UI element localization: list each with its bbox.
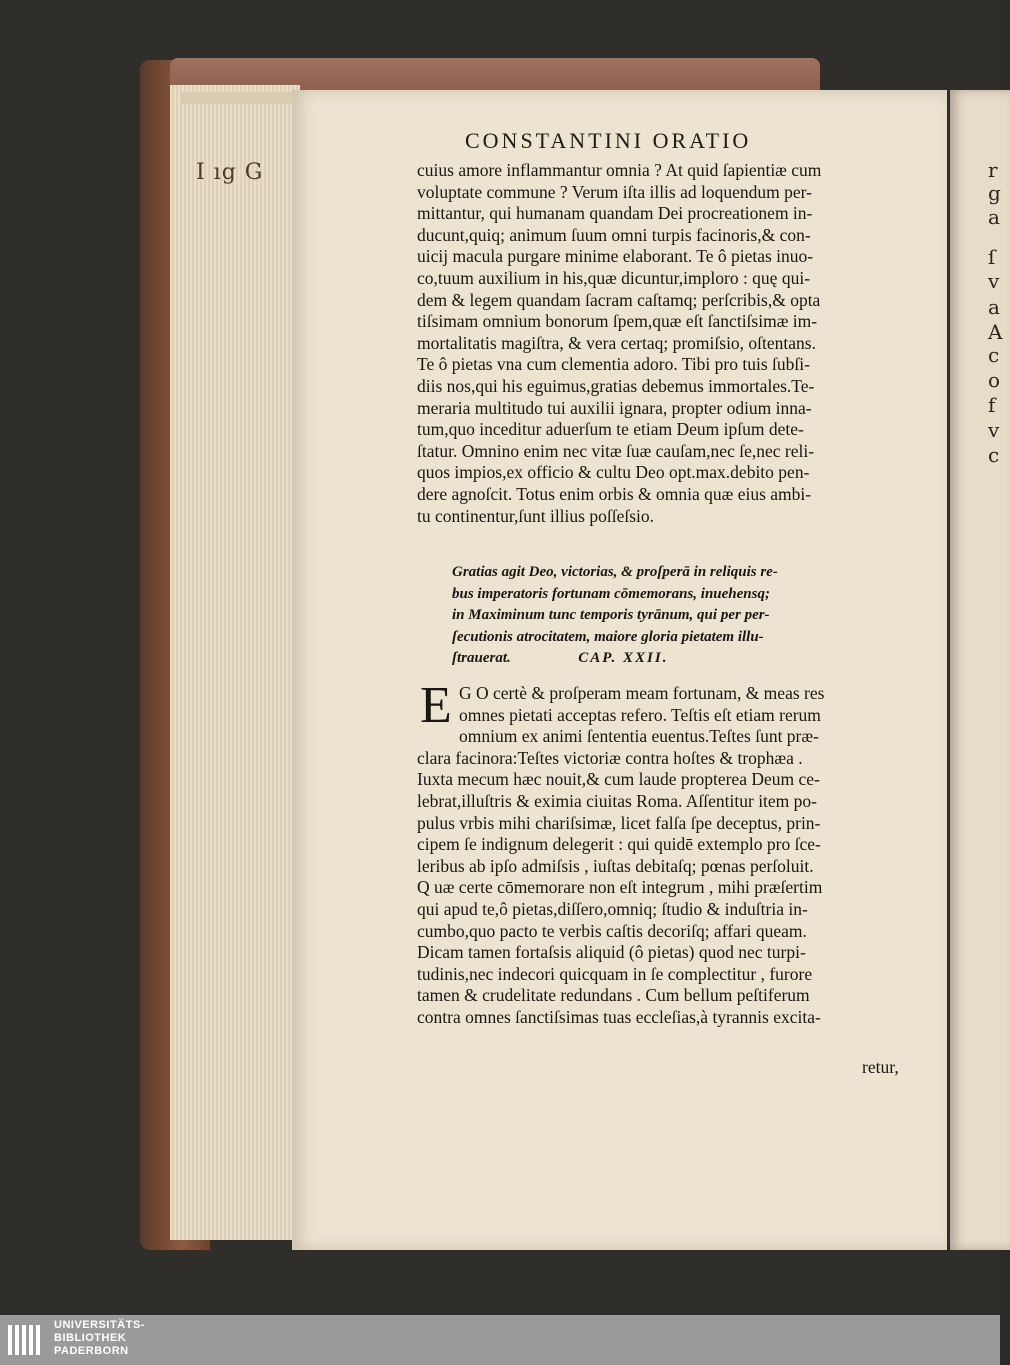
text-line: dem & legem quandam ſacram caſtamq; perſcribis,& opta (417, 289, 821, 310)
summary-last-text: ſtrauerat. (452, 650, 511, 666)
page-stack (170, 85, 300, 1240)
right-page-letter: A (988, 320, 1003, 344)
drop-initial: E (420, 677, 452, 734)
text-line: tum,quo inceditur aduerſum te etiam Deum ipſum dete- (417, 419, 804, 440)
library-name-line: BIBLIOTHEK (54, 1332, 127, 1344)
text-line: qui apud te,ô pietas,diſſero,omniq; ſtudio & induſtria in- (417, 898, 808, 919)
running-head: CONSTANTINI ORATIO (465, 128, 752, 153)
right-page-letter: g (988, 181, 1001, 205)
text-line: quos impios,ex officio & cultu Deo opt.max.debito pen- (417, 462, 810, 483)
chapter-label: CAP. XXII. (578, 650, 669, 666)
library-name (54, 1319, 145, 1358)
text-line: dere agnoſcit. Totus enim orbis & omnia quæ eius ambi- (417, 483, 812, 504)
library-name-line: UNIVERSITÄTS- (54, 1319, 145, 1331)
text-line: Te ô pietas vna cum clementia adoro. Tibi pro tuis ſubſi- (417, 354, 810, 375)
right-page-letter: v (988, 418, 1000, 442)
text-line: tiſsimam omnium bonorum ſpem,quæ eſt ſanctiſsimæ im- (417, 311, 818, 332)
text-line: mortalitatis magiſtra, & vera certaq; promiſsio, oſtentans. (417, 332, 816, 353)
text-line: ducunt,quiq; animum ſuum omni turpis facinoris,& con- (417, 224, 811, 245)
right-page-letter: a (988, 295, 1000, 319)
text-line: cuius amore inflammantur omnia ? At quid ſapientiæ cum (417, 160, 822, 180)
right-page-letter: c (988, 443, 1000, 467)
page-stack-head (180, 92, 300, 104)
text-line: mittantur, qui humanam quandam Dei procreationem in- (417, 203, 813, 224)
summary-line: Gratias agit Deo, victorias, & proſperā in reliquis re- (452, 564, 778, 580)
chapter-summary (452, 562, 882, 670)
text-line: Dicam tamen fortaſsis aliquid (ô pietas) quod nec turpi- (417, 942, 806, 963)
library-name-line: PADERBORN (54, 1345, 129, 1357)
summary-line: bus imperatoris fortunam cōmemorans, inuehensq; (452, 585, 770, 602)
paragraph-1 (417, 160, 912, 527)
text-line: contra omnes ſanctiſsimas tuas eccleſias,à tyrannis excita- (417, 1006, 821, 1027)
text-line: uicij macula purgare minime elaborant. Te ô pietas inuo- (417, 246, 814, 267)
library-footer (0, 1315, 1000, 1365)
catchword: retur, (862, 1057, 899, 1077)
summary-last-line (452, 648, 882, 670)
text-line: G O certè & proſperam meam fortunam, & meas res (459, 683, 825, 703)
spine-mark: I ıg G (196, 160, 264, 185)
text-line: omnium ex animi ſententia euentus.Teſtes ſunt præ- (459, 726, 819, 747)
text-line: leribus ab ipſo admiſsis , iuſtas debitaſq; pœnas perſoluit. (417, 855, 814, 876)
library-logo-icon (6, 1321, 46, 1359)
right-page-letter: ſ (988, 245, 996, 269)
right-page-letter: a (988, 205, 1000, 229)
text-line: co,tuum auxilium in his,quæ dicuntur,imploro : quę qui- (417, 267, 811, 288)
text-line: cipem ſe indignum delegerit : qui quidē extemplo pro ſce- (417, 834, 821, 855)
right-page-letter: v (988, 269, 1000, 293)
text-line: voluptate commune ? Verum iſta illis ad loquendum per- (417, 181, 812, 202)
text-line: lebrat,illuſtris & eximia ciuitas Roma. Aſſentitur item po- (417, 790, 817, 811)
text-line: tudinis,nec indecori quicquam in ſe complectitur , furore (417, 963, 813, 984)
text-line: ſtatur. Omnino enim nec vitæ ſuæ cauſam,nec ſe,nec reli- (417, 440, 815, 461)
right-page-letter: f (988, 393, 996, 417)
text-line: cumbo,quo pacto te verbis caſtis decoriſq; affari queam. (417, 920, 807, 941)
right-page-letter: o (988, 368, 1001, 392)
text-line: tu continentur,ſunt illius poſſeſsio. (417, 505, 654, 526)
right-page-letter: c (988, 343, 1000, 367)
text-line: meraria multitudo tui auxilii ignara, propter odium inna- (417, 397, 812, 418)
text-line: Q uæ certe cōmemorare non eſt integrum , mihi præſertim (417, 877, 823, 898)
text-line: pulus vrbis mihi chariſsimæ, licet falſa ſpe deceptus, prin- (417, 812, 821, 833)
summary-line: ſecutionis atrocitatem, maiore gloria pietatem illu- (452, 628, 764, 645)
text-line: clara facinora:Teſtes victoriæ contra hoſtes & trophæa . (417, 747, 803, 768)
text-line: Iuxta mecum hæc nouit,& cum laude propterea Deum ce- (417, 769, 820, 790)
summary-line: in Maximinum tunc temporis tyrānum, qui per per- (452, 607, 770, 623)
right-page-letter: r (988, 158, 998, 182)
text-line: diis nos,qui his eguimus,gratias debemus immortales.Te- (417, 375, 815, 396)
text-line: tamen & crudelitate redundans . Cum bellum peſtiferum (417, 985, 810, 1006)
right-page-edge (950, 90, 1010, 1250)
paragraph-2 (417, 683, 912, 1029)
text-line: omnes pietati acceptas refero. Teſtis eſt etiam rerum (459, 704, 821, 725)
